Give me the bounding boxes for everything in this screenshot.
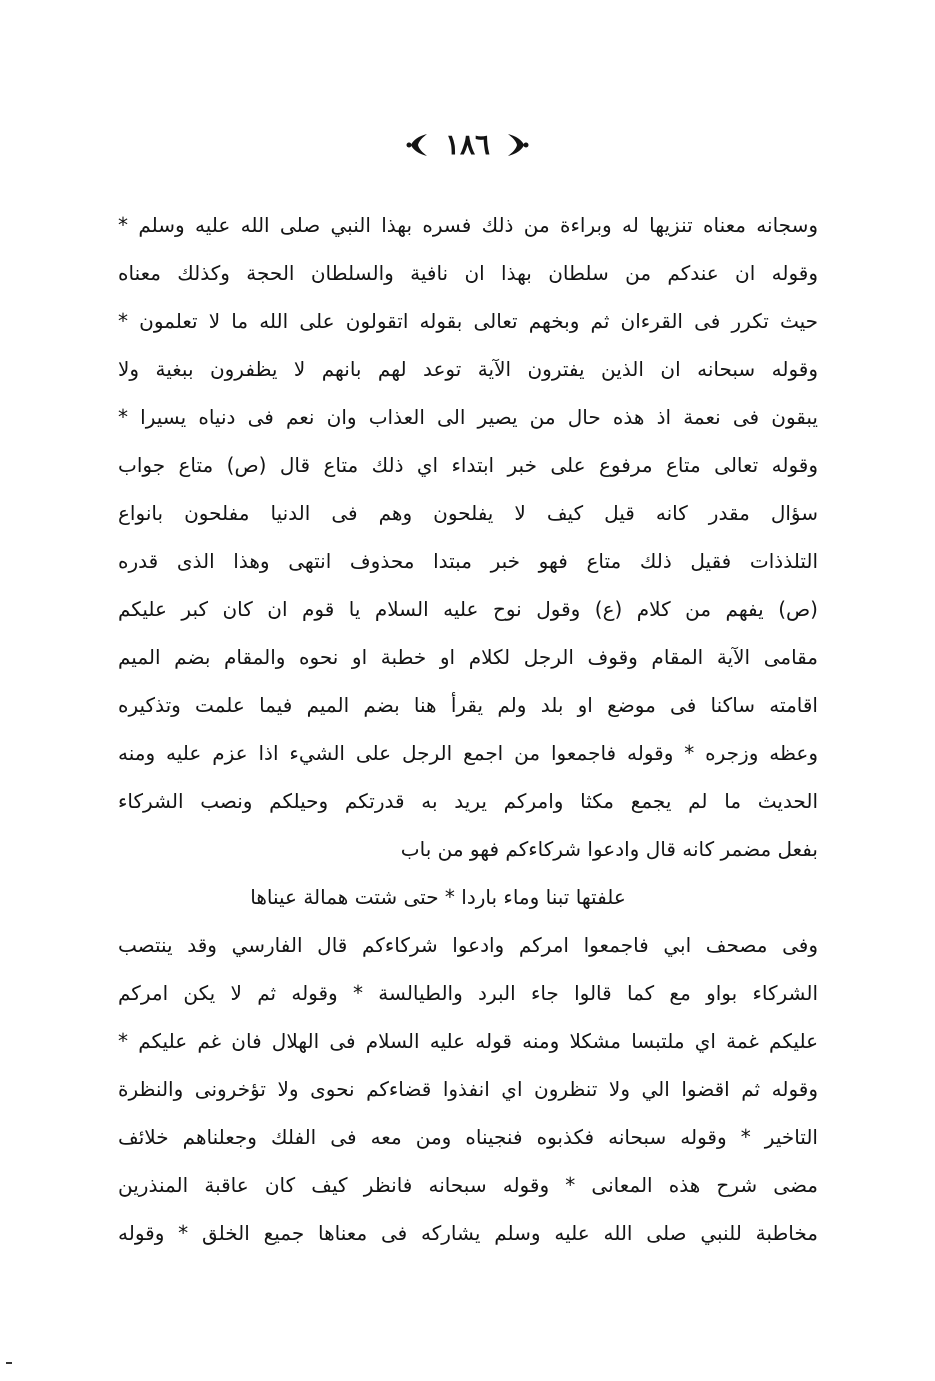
text-line: التلذذات فقيل ذلك متاع فهو خبر مبتدا محذوف انتهى وهذا الذى قدره bbox=[118, 549, 818, 573]
verse-line: علفتها تبنا وماء باردا * حتى شتت همالة عيناها bbox=[250, 885, 626, 909]
text-line: وقوله ثم اقضوا الي ولا تنظرون اي انفذوا قضاءكم نحوى ولا تؤخرونى والنظرة bbox=[118, 1077, 818, 1101]
text-line: وقوله سبحانه ان الذين يفترون الآية توعد لهم بانهم لا يظفرون ببغية ولا bbox=[118, 357, 818, 381]
text-line: مخاطبة للنبي صلى الله عليه وسلم يشاركه فى معناها جميع الخلق * وقوله bbox=[118, 1221, 818, 1245]
text-line: مضى شرح هذه المعانى * وقوله سبحانه فانظر كيف كان عاقبة المنذرين bbox=[118, 1173, 818, 1197]
text-line: اقامته ساكنا فى موضع او بلد ولم يقرأ هنا بضم الميم فيما علمت وتذكيره bbox=[118, 693, 818, 717]
text-line: وفى مصحف ابي فاجمعوا امركم وادعوا شركاءكم قال الفارسي وقد ينتصب bbox=[118, 933, 818, 957]
ornament-left-icon bbox=[405, 130, 431, 160]
text-line: وقوله ان عندكم من سلطان بهذا ان نافية والسلطان الحجة وكذلك معناه bbox=[118, 261, 818, 285]
text-line: الشركاء بواو مع كما قالوا جاء البرد والطيالسة * وقوله ثم لا يكن امركم bbox=[118, 981, 818, 1005]
text-line: حيث تكرر فى القرءان ثم وبخهم تعالى بقوله اتقولون على الله ما لا تعلمون * bbox=[118, 309, 818, 333]
text-line: الحديث ما لم يجمع مكثا وامركم يريد به قدرتكم وحيلكم ونصب الشركاء bbox=[118, 789, 818, 813]
text-line: عليكم غمة اي ملتبسا مشكلا ومنه قوله عليه السلام فى الهلال فان غم عليكم * bbox=[118, 1029, 818, 1053]
text-line: (ص) يفهم من كلام (ع) وقول نوح عليه السلام يا قوم ان كان كبر عليكم bbox=[118, 597, 818, 621]
text-line: يبقون فى نعمة اذ هذه حال من يصير الى العذاب وان نعم فى دنياه يسيرا * bbox=[118, 405, 818, 429]
text-line: مقامى الآية المقام وقوف الرجل لكلام او خطبة او نحوه والمقام بضم الميم bbox=[118, 645, 818, 669]
text-line: بفعل مضمر كانه قال وادعوا شركاءكم فهو من باب bbox=[400, 837, 818, 861]
ornament-right-icon bbox=[504, 130, 530, 160]
text-line: وعظه وزجره * وقوله فاجمعوا من اجمع الرجل على الشيء اذا عزم عليه ومنه bbox=[118, 741, 818, 765]
page-header bbox=[0, 128, 935, 168]
text-line: التاخير * وقوله سبحانه فكذبوه فنجيناه ومن معه فى الفلك وجعلناهم خلائف bbox=[118, 1125, 818, 1149]
body-text bbox=[118, 201, 818, 1257]
text-line: وقوله تعالى متاع مرفوع على خبر ابتداء اي ذلك متاع قال (ص) متاع جواب bbox=[118, 453, 818, 477]
scan-mark bbox=[6, 1362, 12, 1364]
text-line: سؤال مقدر كانه قيل كيف لا يفلحون وهم فى الدنيا مفلحون بانواع bbox=[118, 501, 818, 525]
page-number: ١٨٦ bbox=[444, 128, 491, 161]
text-line: وسجانه معناه تنزيها له وبراءة من ذلك فسره بهذا النبي صلى الله عليه وسلم * bbox=[118, 213, 818, 237]
